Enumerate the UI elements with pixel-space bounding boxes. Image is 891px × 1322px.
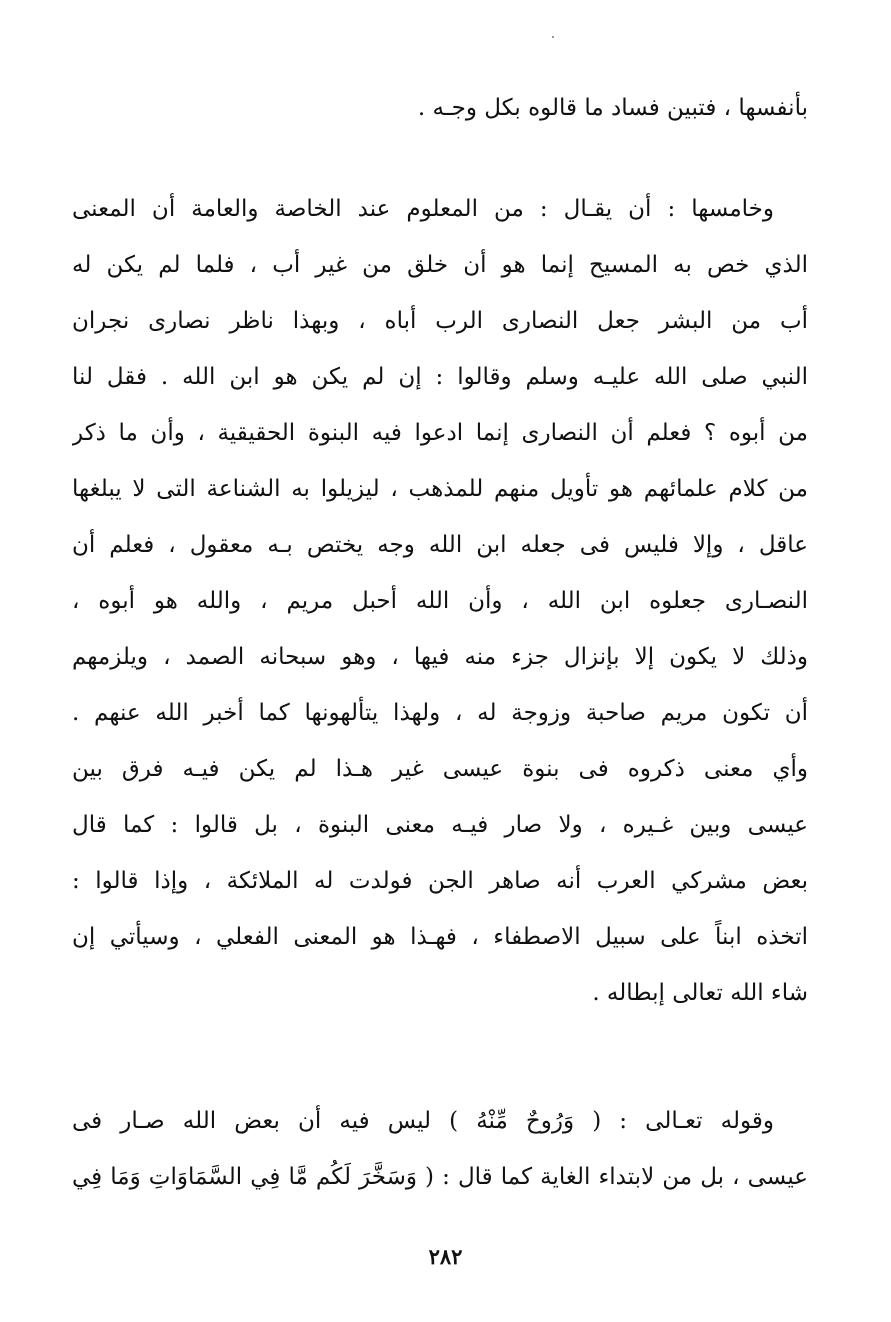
- text-line: وخامسها : أن يقـال : من المعلوم عند الخاصة والعامة أن المعنى: [72, 196, 774, 222]
- text-line: النصـارى جعلوه ابن الله ، وأن الله أحبل مريم ، والله هو أبوه ،: [72, 588, 808, 614]
- text-line: اتخذه ابناً على سبيل الاصطفاء ، فهـذا هو المعنى الفعلي ، وسيأتي إن: [72, 924, 808, 950]
- text-line: أن تكون مريم صاحبة وزوجة له ، ولهذا يتألهونها كما أخبر الله عنهم .: [72, 700, 808, 726]
- text-line: النبي صلى الله عليـه وسلم وقالوا : إن لم يكن هو ابن الله . فقل لنا: [72, 364, 808, 390]
- text-line: أب من البشر جعل النصارى الرب أباه ، وبهذا ناظر نصارى نجران: [72, 308, 808, 334]
- text-line: عاقل ، وإلا فليس فى جعله ابن الله وجه يختص بـه معقول ، فعلم أن: [72, 532, 808, 558]
- text-line: بأنفسها ، فتبين فساد ما قالوه بكل وجـه .: [417, 95, 808, 121]
- paragraph-fifth-argument: [72, 181, 808, 1021]
- text-line: عيسى وبين غـيره ، ولا صار فيـه معنى البنوة ، بل قالوا : كما قال: [72, 812, 808, 838]
- text-line: عيسى ، بل من لابتداء الغاية كما قال : ( وَسَخَّرَ لَكُم مَّا فِي السَّمَاوَاتِ وَمَا فِي: [72, 1164, 808, 1190]
- text-line: شاء الله تعالى إبطاله .: [592, 980, 808, 1006]
- scan-speck: [552, 36, 554, 38]
- text-line: الذي خص به المسيح إنما هو أن خلق من غير أب ، فلما لم يكن له: [72, 252, 808, 278]
- paragraph-continuation: [72, 80, 808, 136]
- text-line: بعض مشركي العرب أنه صاهر الجن فولدت له الملائكة ، وإذا قالوا :: [72, 868, 808, 894]
- paragraph-quran-verse: [72, 1093, 808, 1205]
- text-line: من أبوه ؟ فعلم أن النصارى إنما ادعوا فيه البنوة الحقيقية ، وأن ما ذكر: [72, 420, 808, 446]
- text-line: وأي معنى ذكروه فى بنوة عيسى غير هـذا لم يكن فيـه فرق بين: [72, 756, 808, 782]
- text-line: وذلك لا يكون إلا بإنزال جزء منه فيها ، وهو سبحانه الصمد ، ويلزمهم: [72, 644, 808, 670]
- text-line: من كلام علمائهم هو تأويل منهم للمذهب ، ليزيلوا به الشناعة التى لا يبلغها: [72, 476, 808, 502]
- text-line: وقوله تعـالى : ( وَرُوحٌ مِّنْهُ ) ليس فيه أن بعض الله صـار فى: [72, 1108, 774, 1134]
- page-number: ٢٨٢: [428, 1244, 463, 1269]
